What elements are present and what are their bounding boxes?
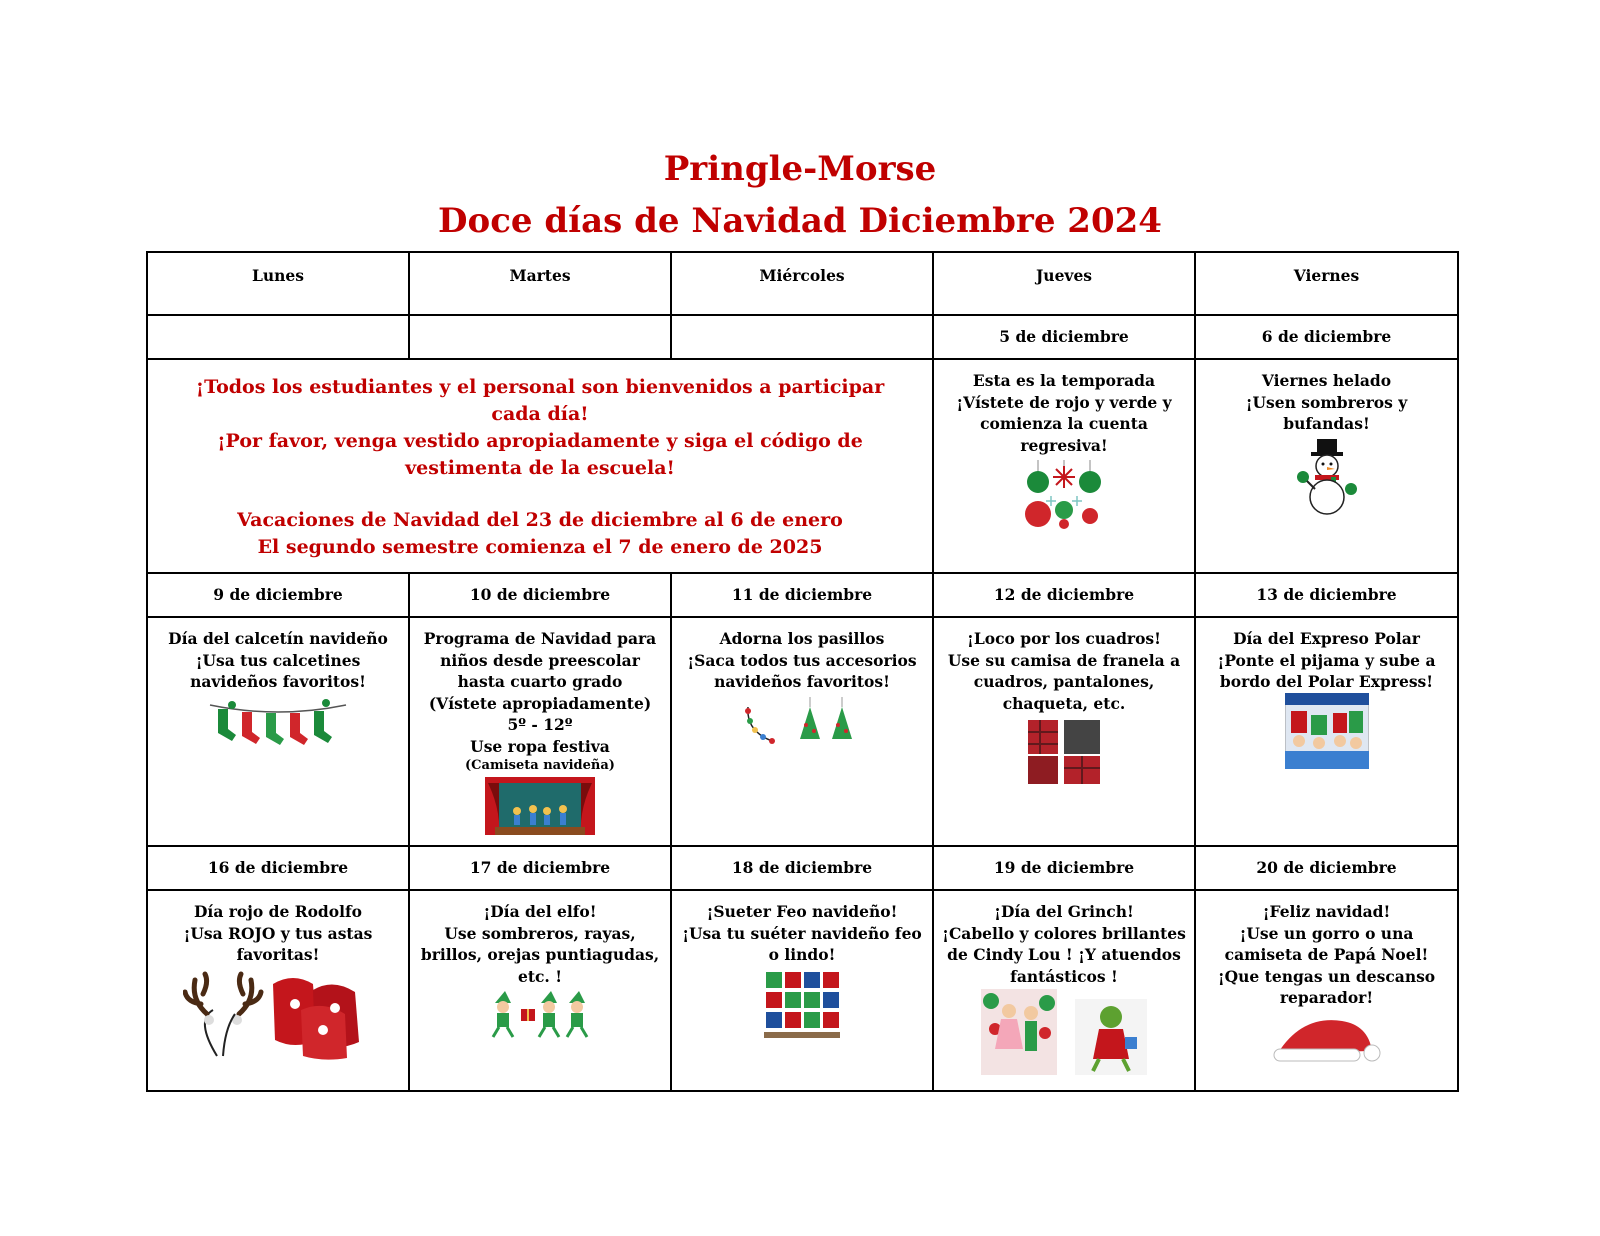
accessories-icon: [742, 697, 862, 747]
date-cell: 10 de diciembre: [409, 573, 671, 617]
date-cell: 6 de diciembre: [1195, 315, 1458, 359]
notice-vacation: Vacaciones de Navidad del 23 de diciembre al 6 de enero: [237, 509, 843, 531]
weekday-wednesday: Miércoles: [671, 252, 933, 315]
ornaments-icon: [1024, 460, 1104, 530]
empty-cell: [671, 315, 933, 359]
day-cell-dec-10: [409, 617, 671, 846]
day-cell-dec-18: [671, 890, 933, 1091]
date-cell: 18 de diciembre: [671, 846, 933, 890]
sweaters-icon: [764, 970, 840, 1040]
day-theme: ¡Feliz navidad!: [1262, 902, 1391, 921]
day-instructions: ¡Cabello y colores brillantes de Cindy Lou ! ¡Y atuendos fantásticos !: [942, 923, 1186, 986]
grinch-icon: [981, 989, 1147, 1075]
day-cell-dec-20: [1195, 890, 1458, 1091]
day-cell-dec-11: [671, 617, 933, 846]
day-theme: ¡Día del Grinch!: [994, 902, 1134, 921]
day-cell-dec-13: [1195, 617, 1458, 846]
weekday-tuesday: Martes: [409, 252, 671, 315]
flannel-icon: [1026, 718, 1102, 786]
day-row: [147, 890, 1458, 1091]
day-message: ¡Que tengas un descanso reparador!: [1217, 966, 1436, 1007]
empty-cell: [409, 315, 671, 359]
polar-express-icon: [1285, 693, 1369, 769]
date-row: [147, 573, 1458, 617]
day-theme: ¡Loco por los cuadros!: [967, 629, 1161, 648]
day-instructions: ¡Vístete de rojo y verde y comienza la cuenta regresiva!: [956, 392, 1172, 455]
date-cell: 13 de diciembre: [1195, 573, 1458, 617]
day-theme: Esta es la temporada: [972, 371, 1156, 390]
weekday-thursday: Jueves: [933, 252, 1195, 315]
day-instructions: ¡Use un gorro o una camiseta de Papá Noel!: [1224, 923, 1429, 964]
day-cell-dec-16: [147, 890, 409, 1091]
grade-range: 5º - 12º: [507, 715, 573, 734]
date-cell: 5 de diciembre: [933, 315, 1195, 359]
weekday-header-row: [147, 252, 1458, 315]
notice-semester: El segundo semestre comienza el 7 de enero de 2025: [257, 536, 823, 558]
date-cell: 11 de diciembre: [671, 573, 933, 617]
day-theme: ¡Sueter Feo navideño!: [706, 902, 898, 921]
day-theme: Adorna los pasillos: [719, 629, 885, 648]
day-instructions: Use ropa festiva: [470, 736, 610, 756]
notice-welcome: ¡Todos los estudiantes y el personal son bienvenidos a participar cada día!: [195, 376, 885, 425]
day-theme: Viernes helado: [1261, 371, 1392, 390]
weekday-monday: Lunes: [147, 252, 409, 315]
weekday-friday: Viernes: [1195, 252, 1458, 315]
date-cell: 20 de diciembre: [1195, 846, 1458, 890]
day-instructions: ¡Usa tu suéter navideño feo o lindo!: [682, 923, 922, 964]
stockings-icon: [208, 697, 348, 749]
day-instructions: ¡Saca todos tus accesorios navideños favoritos!: [687, 650, 917, 691]
day-theme: ¡Día del elfo!: [483, 902, 597, 921]
date-cell: 16 de diciembre: [147, 846, 409, 890]
day-row: [147, 359, 1458, 573]
school-name: Pringle-Morse: [663, 149, 937, 189]
date-cell: 17 de diciembre: [409, 846, 671, 890]
stage-icon: [485, 777, 595, 835]
antlers-icon: [183, 970, 373, 1060]
day-theme: Día del Expreso Polar: [1233, 629, 1420, 648]
day-instructions: Use sombreros, rayas, brillos, orejas puntiagudas, etc. !: [420, 923, 660, 986]
day-instructions: ¡Ponte el pijama y sube a bordo del Polar Express!: [1217, 650, 1436, 691]
date-cell: 12 de diciembre: [933, 573, 1195, 617]
day-theme: Día rojo de Rodolfo: [193, 902, 362, 921]
date-row: [147, 846, 1458, 890]
day-instructions: ¡Usa tus calcetines navideños favoritos!: [190, 650, 366, 691]
day-cell-dec-5: [933, 359, 1195, 573]
page-title: Doce días de Navidad Diciembre 2024: [438, 201, 1162, 241]
day-cell-dec-6: [1195, 359, 1458, 573]
day-cell-dec-17: [409, 890, 671, 1091]
day-instructions: ¡Usa ROJO y tus astas favoritas!: [183, 923, 373, 964]
day-row: [147, 617, 1458, 846]
day-cell-dec-12: [933, 617, 1195, 846]
empty-cell: [147, 315, 409, 359]
date-row: [147, 315, 1458, 359]
snowman-icon: [1297, 439, 1357, 517]
notice-dress-code: ¡Por favor, venga vestido apropiadamente y siga el código de vestimenta de la escuela!: [217, 430, 863, 479]
santa-hat-icon: [1272, 1015, 1382, 1067]
day-note: (Camiseta navideña): [465, 758, 615, 773]
day-cell-dec-19: [933, 890, 1195, 1091]
notice-cell: [147, 359, 933, 573]
calendar-table: [146, 251, 1459, 1092]
day-theme: Día del calcetín navideño: [168, 629, 388, 648]
elves-icon: [485, 991, 595, 1041]
date-cell: 19 de diciembre: [933, 846, 1195, 890]
day-instructions: (Vístete apropiadamente): [428, 693, 652, 713]
day-theme: Programa de Navidad para niños desde preescolar hasta cuarto grado: [423, 629, 657, 691]
day-cell-dec-9: [147, 617, 409, 846]
date-cell: 9 de diciembre: [147, 573, 409, 617]
day-instructions: ¡Usen sombreros y bufandas!: [1245, 392, 1408, 433]
day-instructions: Use su camisa de franela a cuadros, pantalones, chaqueta, etc.: [947, 650, 1181, 713]
